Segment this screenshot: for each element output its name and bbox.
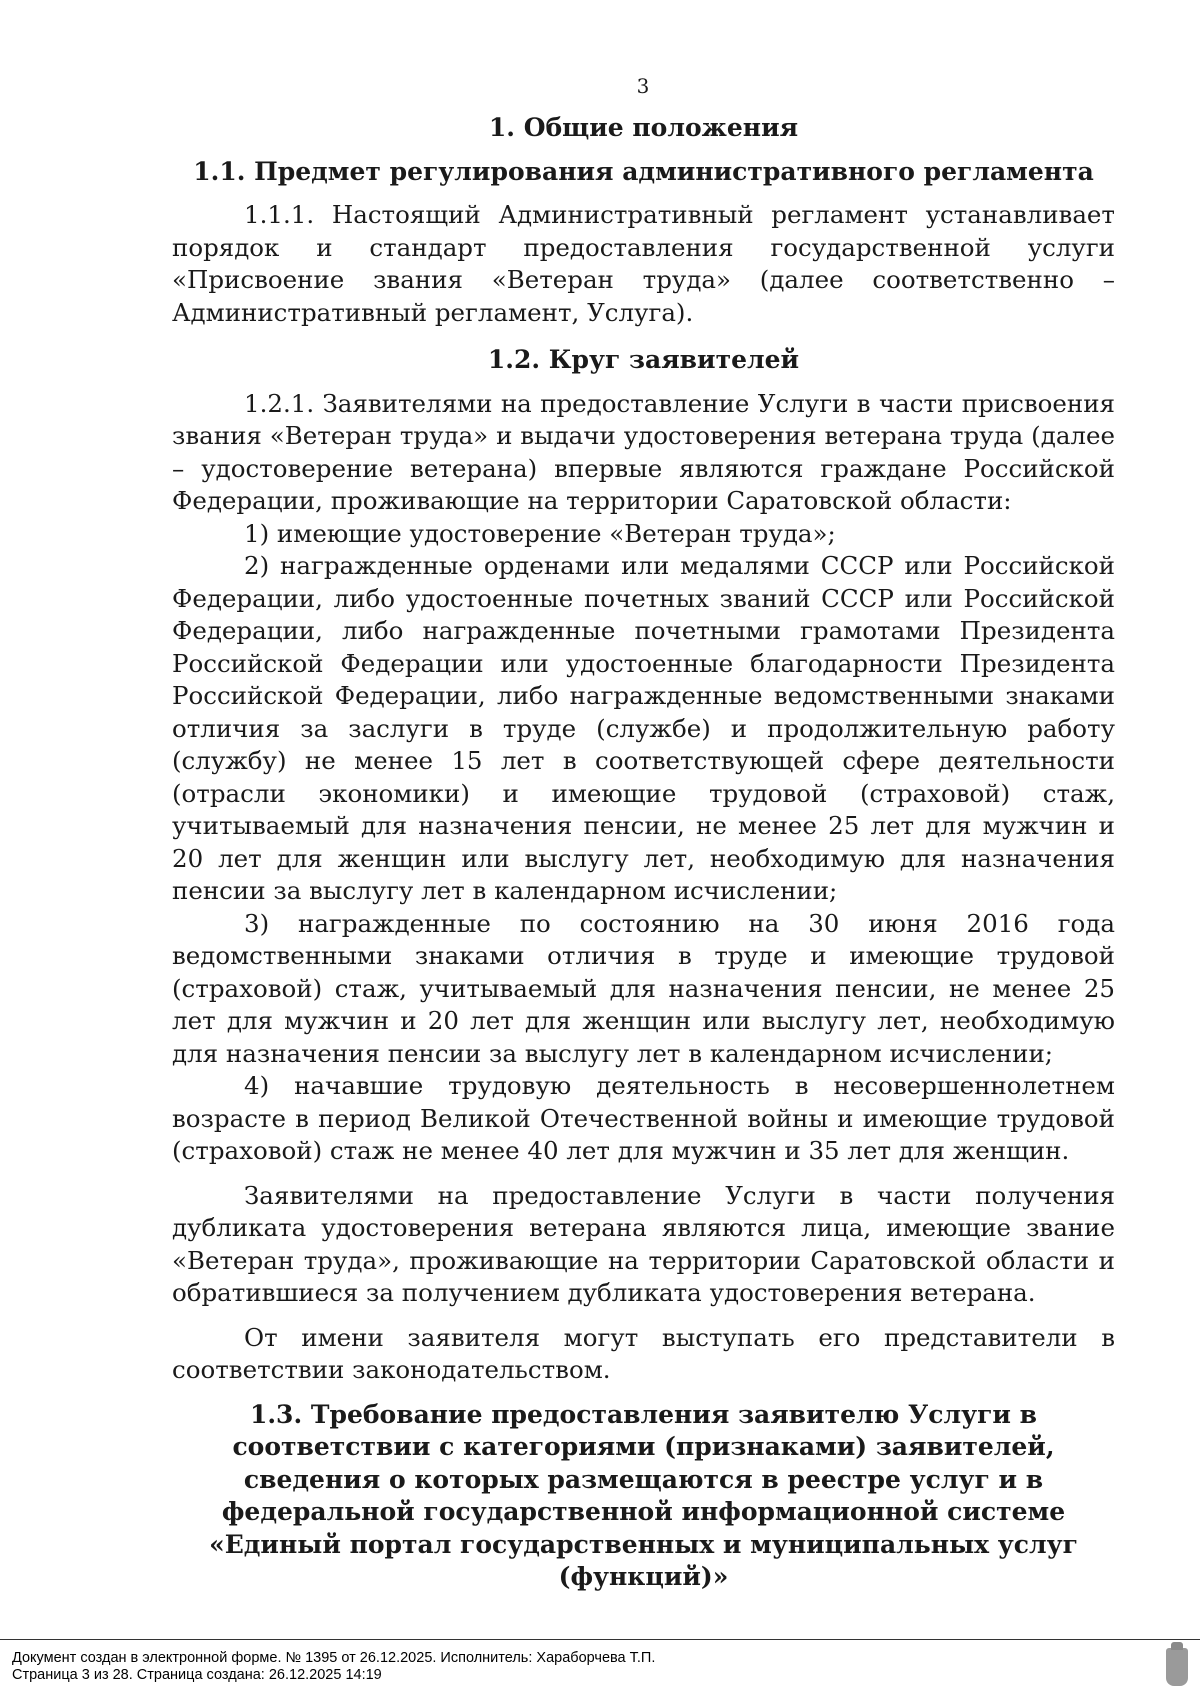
- paragraph-1-1-1: 1.1.1. Настоящий Административный регламент устанавливает порядок и стандарт предоставления государственной услуги «Присвоение звания «Ветеран труда» (далее соответственно – Административный регламент, Услуга).: [172, 200, 1115, 327]
- list-item-4: 4) начавшие трудовую деятельность в несовершеннолетнем возрасте в период Великой Отечественной войны и имеющие трудовой (страховой) стаж не менее 40 лет для мужчин и 35 лет для женщин.: [172, 1071, 1115, 1165]
- list-item-2: 2) награжденные орденами или медалями СССР или Российской Федерации, либо удостоенные почетных званий СССР или Российской Федерации, либо награжденные почетными грамотами Президента Российской Федерации или удостоенные благодарности Президента Российской Федерации, либо награжденные ведомственными знаками отличия за заслуги в труде (службе) и продолжительную работу (службу) не менее 15 лет в соответствующей сфере деятельности (отрасли экономики) и имеющие трудовой (страховой) стаж, учитываемый для назначения пенсии, не менее 25 лет для мужчин и 20 лет для женщин или выслугу лет, необходимую для назначения пенсии за выслугу лет в календарном исчислении;: [172, 551, 1115, 905]
- section-1-1-title: 1.1. Предмет регулирования административного регламента: [193, 156, 1094, 186]
- paragraph-duplicate: Заявителями на предоставление Услуги в части получения дубликата удостоверения ветерана являются лица, имеющие звание «Ветеран труда», проживающие на территории Саратовской области и обратившиеся за получением дубликата удостоверения ветерана.: [172, 1180, 1115, 1307]
- footer-line-page: Страница 3 из 28. Страница создана: 26.12.2025 14:19: [12, 1667, 382, 1683]
- paragraph-1-2-1: 1.2.1. Заявителями на предоставление Услуги в части присвоения звания «Ветеран труда» и выдачи удостоверения ветерана труда (далее – удостоверение ветерана) впервые являются граждане Российской Федерации, проживающие на территории Саратовской области:: [172, 388, 1115, 515]
- document-body: [172, 112, 1115, 1605]
- emblem-icon: [1166, 1648, 1188, 1686]
- paragraph-representative: От имени заявителя могут выступать его представители в соответствии законодательством.: [172, 1322, 1115, 1384]
- list-item-1: 1) имеющие удостоверение «Ветеран труда»;: [244, 518, 836, 548]
- page-number: 3: [636, 74, 650, 98]
- list-item-3: 3) награжденные по состоянию на 30 июня 2016 года ведомственными знаками отличия в труде и имеющие трудовой (страховой) стаж, учитываемый для назначения пенсии, не менее 25 лет для мужчин и 20 лет для женщин или выслугу лет, необходимую для назначения пенсии за выслугу лет в календарном исчислении;: [172, 908, 1115, 1068]
- section-1-3-title: 1.3. Требование предоставления заявителю Услуги в соответствии с категориями (признаками) заявителей, сведения о которых размещаются в реестре услуг и в федеральной государственной информационной системе «Единый портал государственных и муниципальных услуг (функций)»: [209, 1399, 1078, 1591]
- footer-line-document: Документ создан в электронной форме. № 1395 от 26.12.2025. Исполнитель: Хараборчева Т.П.: [12, 1650, 656, 1666]
- section-1-2-title: 1.2. Круг заявителей: [487, 345, 800, 374]
- section-1-title: 1. Общие положения: [488, 113, 799, 142]
- document-footer: [0, 1639, 1200, 1699]
